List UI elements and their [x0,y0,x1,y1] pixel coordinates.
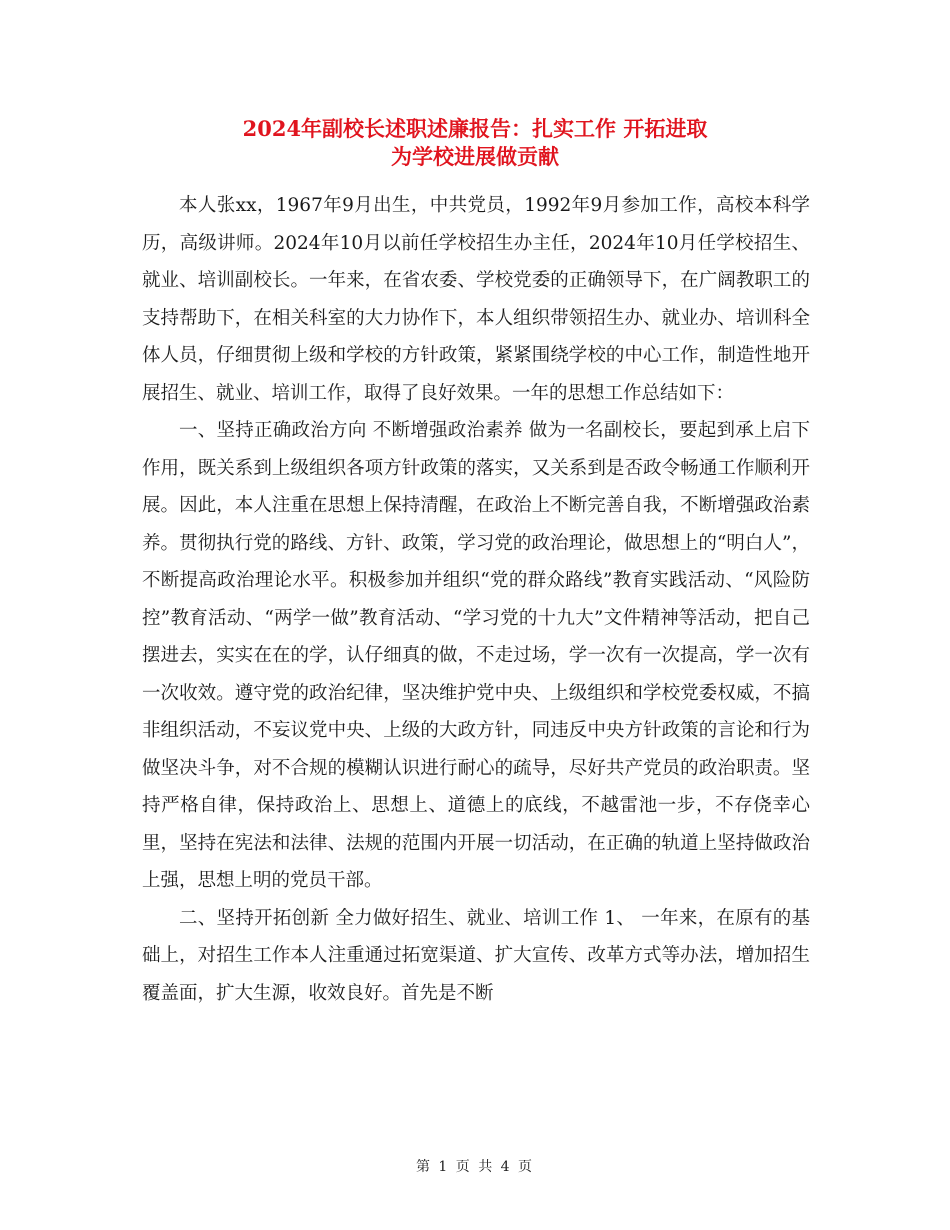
page-footer: 第 1 页 共 4 页 [415,1159,535,1175]
document-title-line-2: 为学校进展做贡献 [391,144,559,169]
paragraph-section-2: 二、坚持开拓创新 全力做好招生、就业、培训工作 1、 一年来，在原有的基础上，对招生工作本人注重通过拓宽渠道、扩大宣传、改革方式等办法，增加招生覆盖面，扩大生源，收效良好。首先是不断 [142,907,810,1004]
document-body [142,187,810,1012]
document-title-line-1: 2024年副校长述职述廉报告：扎实工作 开拓进取 [242,116,708,141]
paragraph-section-1: 一、坚持正确政治方向 不断增强政治素养 做为一名副校长，要起到承上启下作用，既关系到上级组织各项方针政策的落实，又关系到是否政令畅通工作顺利开展。因此，本人注重在思想上保持清醒，在政治上不断完善自我，不断增强政治素养。贯彻执行党的路线、方针、政策，学习党的政治理论，做思想上的“明白人”，不断提高政治理论水平。积极参加并组织“党的群众路线”教育实践活动、“风险防控”教育活动、“两学一做”教育活动、“学习党的十九大”文件精神等活动，把自己摆进去，实实在在的学，认仔细真的做，不走过场，学一次有一次提高，学一次有一次收效。遵守党的政治纪律，坚决维护党中央、上级组织和学校党委权威，不搞非组织活动，不妄议党中央、上级的大政方针，同违反中央方针政策的言论和行为做坚决斗争，对不合规的模糊认识进行耐心的疏导，尽好共产党员的政治职责。坚持严格自律，保持政治上、思想上、道德上的底线，不越雷池一步，不存侥幸心里，坚持在宪法和法律、法规的范围内开展一切活动，在正确的轨道上坚持做政治上强，思想上明的党员干部。 [142,420,810,891]
paragraph-intro: 本人张xx，1967年9月出生，中共党员，1992年9月参加工作，高校本科学历，高级讲师。2024年10月以前任学校招生办主任，2024年10月任学校招生、就业、培训副校长。一年来，在省农委、学校党委的正确领导下，在广阔教职工的支持帮助下，在相关科室的大力协作下，本人组织带领招生办、就业办、培训科全体人员，仔细贯彻上级和学校的方针政策，紧紧围绕学校的中心工作，制造性地开展招生、就业、培训工作，取得了良好效果。一年的思想工作总结如下： [142,195,810,404]
